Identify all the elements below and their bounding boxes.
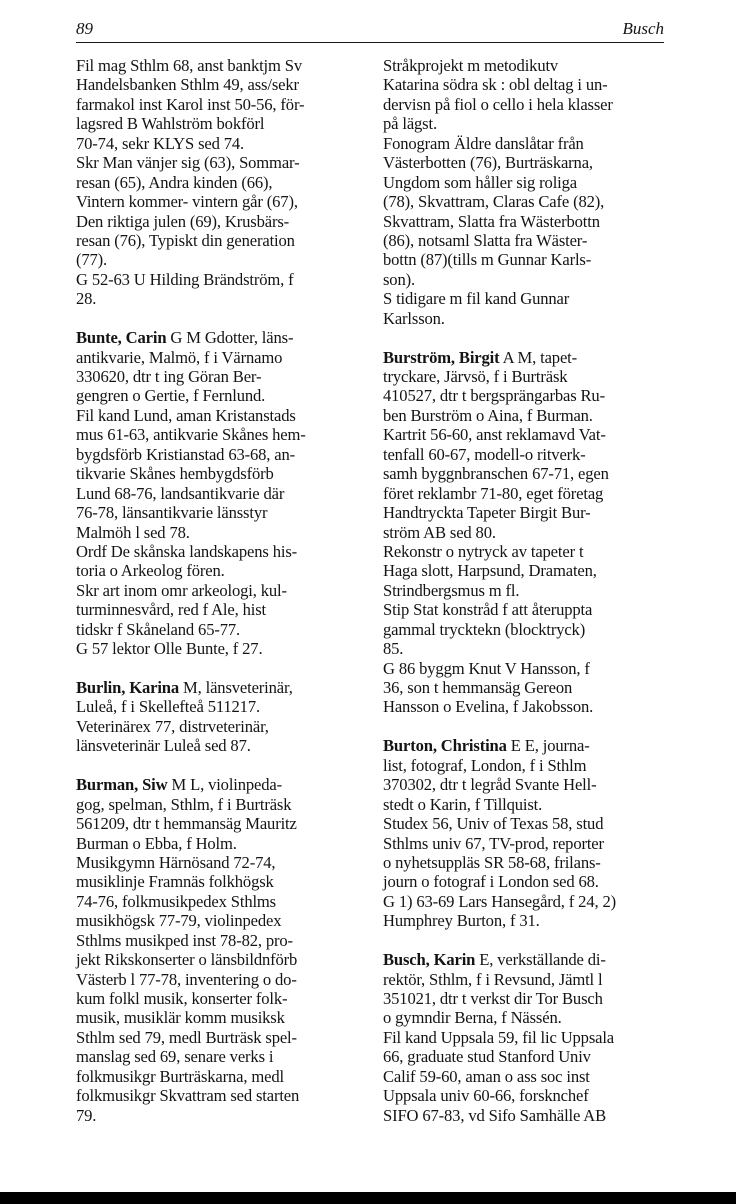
text-line: Burman o Ebba, f Holm.	[76, 833, 237, 853]
left-column	[76, 56, 366, 1125]
text-line: 79.	[76, 1105, 97, 1125]
entry-separator	[76, 309, 366, 328]
text-line: musiklinje Framnäs folkhögsk	[76, 872, 274, 892]
header-rule	[76, 42, 664, 43]
text-line: (86), notsaml Slatta fra Wäster-	[383, 230, 588, 250]
text-line: Vintern kommer- vintern går (67),	[76, 192, 298, 212]
text-line: Sthlms musikped inst 78-82, pro-	[76, 930, 293, 950]
text-line: farmakol inst Karol inst 50-56, för-	[76, 94, 305, 114]
entry-heading-line	[76, 775, 366, 794]
text-line: samh byggnbranschen 67-71, egen	[383, 464, 609, 484]
text-line: 70-74, sekr KLYS sed 74.	[76, 133, 245, 153]
text-line: Stip Stat konstråd f att återuppta	[383, 600, 593, 620]
text-line: 76-78, länsantikvarie länsstyr	[76, 503, 268, 523]
entry-separator	[383, 931, 673, 950]
running-head: Busch	[622, 19, 664, 38]
text-line: lagsred B Wahlström bokförl	[76, 114, 265, 134]
text-line: Skr art inom omr arkeologi, kul-	[76, 580, 287, 600]
text-line: tenfall 60-67, modell-o ritverk-	[383, 444, 586, 464]
text-line: föret reklambr 71-80, eget företag	[383, 483, 604, 503]
text-line: Katarina södra sk : obl deltag i un-	[383, 75, 608, 95]
text-line: Luleå, f i Skellefteå 511217.	[76, 697, 260, 717]
text-line: Fil mag Sthlm 68, anst banktjm Sv	[76, 56, 302, 75]
text-line: 28.	[76, 289, 97, 309]
entry-name: Bunte, Carin	[76, 328, 167, 348]
scan-bottom-edge	[0, 1192, 736, 1204]
text-line: Fil kand Uppsala 59, fil lic Uppsala	[383, 1027, 615, 1047]
entry-heading-text: G M Gdotter, läns-	[166, 328, 294, 348]
text-line: 561209, dtr t hemmansäg Mauritz	[76, 814, 297, 834]
text-line: antikvarie, Malmö, f i Värnamo	[76, 347, 283, 367]
text-line: Kartrit 56-60, anst reklamavd Vat-	[383, 425, 606, 445]
entry-separator	[76, 756, 366, 775]
text-line: o nyhetsuppläs SR 58-68, frilans-	[383, 852, 601, 872]
text-line: mus 61-63, antikvarie Skånes hem-	[76, 425, 306, 445]
entry-separator	[76, 659, 366, 678]
text-line: bygdsförb Kristianstad 63-68, an-	[76, 444, 296, 464]
text-line: Handtryckta Tapeter Birgit Bur-	[383, 503, 591, 523]
text-line: stedt o Karin, f Tillquist.	[383, 794, 543, 814]
text-line: Uppsala univ 60-66, forsknchef	[383, 1086, 589, 1106]
text-line: musikhögsk 77-79, violinpedex	[76, 911, 282, 931]
text-line: Rekonstr o nytryck av tapeter t	[383, 541, 584, 561]
text-line: toria o Arkeolog fören.	[76, 561, 225, 581]
text-line: gammal trycktekn (blocktryck)	[383, 619, 586, 639]
entry-name: Busch, Karin	[383, 950, 476, 970]
text-line: länsveterinär Luleå sed 87.	[76, 736, 251, 756]
text-line: Hansson o Evelina, f Jakobsson.	[383, 697, 594, 717]
text-line: journ o fotograf i London sed 68.	[383, 872, 599, 892]
entry-heading-line	[383, 736, 673, 755]
entry-heading-text: E, verkställande di-	[475, 950, 606, 970]
page-number: 89	[76, 19, 93, 38]
text-line: 36, son t hemmansäg Gereon	[383, 678, 573, 697]
entry-heading-line	[76, 678, 366, 697]
entry-heading-line	[76, 328, 366, 347]
text-line: Sthlms univ 67, TV-prod, reporter	[383, 833, 604, 853]
text-line: Ungdom som håller sig roliga	[383, 172, 577, 192]
text-line: Ordf De skånska landskapens his-	[76, 541, 298, 561]
text-line: list, fotograf, London, f i Sthlm	[383, 755, 587, 775]
text-line: 66, graduate stud Stanford Univ	[383, 1047, 591, 1067]
entry-name: Burton, Christina	[383, 736, 507, 756]
text-line: 85.	[383, 639, 404, 659]
text-line: tryckare, Järvsö, f i Burträsk	[383, 367, 568, 386]
text-line: Den riktiga julen (69), Krusbärs-	[76, 211, 290, 231]
text-line: tidskr f Skåneland 65-77.	[76, 619, 241, 639]
entry-separator	[383, 328, 673, 347]
right-column	[383, 56, 673, 1125]
text-line: G 1) 63-69 Lars Hansegård, f 24, 2)	[383, 891, 616, 911]
text-line: Fil kand Lund, aman Kristanstads	[76, 405, 296, 425]
text-line: gengren o Gertie, f Fernlund.	[76, 386, 266, 406]
text-line: på lägst.	[383, 114, 437, 134]
entry-heading-text: A M, tapet-	[499, 347, 577, 367]
text-line: 410527, dtr t bergsprängarbas Ru-	[383, 386, 605, 406]
text-line: manslag sed 69, senare verks i	[76, 1047, 274, 1067]
text-line: Calif 59-60, aman o ass soc inst	[383, 1066, 590, 1086]
text-line: Lund 68-76, landsantikvarie där	[76, 483, 285, 503]
text-line: folkmusikgr Burträskarna, medl	[76, 1066, 284, 1086]
text-line: Karlsson.	[383, 308, 445, 328]
text-line: Skvattram, Slatta fra Wästerbottn	[383, 211, 600, 231]
entry-heading-text: E E, journa-	[506, 736, 590, 756]
entry-heading-line	[383, 348, 673, 367]
text-line: Malmöh l sed 78.	[76, 522, 190, 542]
text-line: son).	[383, 269, 415, 289]
text-line: Haga slott, Harpsund, Dramaten,	[383, 561, 597, 581]
text-line: dervisn på fiol o cello i hela klasser	[383, 94, 613, 114]
text-line: Stråkprojekt m metodikutv	[383, 56, 559, 75]
text-line: S tidigare m fil kand Gunnar	[383, 289, 570, 309]
entry-name: Burström, Birgit	[383, 347, 500, 367]
text-line: (78), Skvattram, Claras Cafe (82),	[383, 192, 605, 212]
text-line: (77).	[76, 250, 108, 270]
text-line: Studex 56, Univ of Texas 58, stud	[383, 814, 604, 834]
text-line: gog, spelman, Sthlm, f i Burträsk	[76, 794, 292, 814]
text-line: kum folkl musik, konserter folk-	[76, 989, 288, 1008]
text-line: Fonogram Äldre danslåtar från	[383, 133, 584, 153]
text-line: Strindbergsmus m fl.	[383, 580, 520, 600]
text-line: bottn (87)(tills m Gunnar Karls-	[383, 250, 592, 270]
text-line: Västerb l 77-78, inventering o do-	[76, 969, 297, 989]
text-line: Veterinärex 77, distrveterinär,	[76, 716, 269, 736]
entry-name: Burman, Siw	[76, 775, 168, 795]
text-line: Västerbotten (76), Burträskarna,	[383, 153, 593, 173]
text-line: ström AB sed 80.	[383, 522, 496, 542]
text-line: Handelsbanken Sthlm 49, ass/sekr	[76, 75, 299, 95]
text-line: musik, musiklär komm musiksk	[76, 1008, 285, 1028]
text-line: Sthlm sed 79, medl Burträsk spel-	[76, 1027, 297, 1047]
entry-heading-text: M, länsveterinär,	[179, 678, 293, 697]
entry-heading-line	[383, 950, 673, 969]
text-line: o gymndir Berna, f Nässén.	[383, 1008, 562, 1028]
text-line: G 52-63 U Hilding Brändström, f	[76, 269, 294, 289]
text-line: Humphrey Burton, f 31.	[383, 911, 540, 931]
entry-heading-text: M L, violinpeda-	[167, 775, 282, 795]
text-line: jekt Rikskonserter o länsbildnförb	[76, 950, 298, 970]
text-line: tikvarie Skånes hembygdsförb	[76, 464, 274, 484]
text-line: SIFO 67-83, vd Sifo Samhälle AB	[383, 1105, 607, 1125]
text-line: folkmusikgr Skvattram sed starten	[76, 1086, 300, 1106]
text-line: 74-76, folkmusikpedex Sthlms	[76, 891, 276, 911]
text-line: turminnesvård, red f Ale, hist	[76, 600, 266, 620]
text-line: rektör, Sthlm, f i Revsund, Jämtl l	[383, 969, 603, 989]
text-line: 370302, dtr t legråd Svante Hell-	[383, 775, 597, 795]
page-header	[76, 18, 664, 44]
entry-separator	[383, 717, 673, 736]
text-line: 330620, dtr t ing Göran Ber-	[76, 367, 262, 386]
text-line: resan (65), Andra kinden (66),	[76, 172, 273, 192]
text-line: ben Burström o Aina, f Burman.	[383, 405, 593, 425]
text-line: G 57 lektor Olle Bunte, f 27.	[76, 639, 263, 659]
text-line: 351021, dtr t verkst dir Tor Busch	[383, 989, 603, 1008]
entry-name: Burlin, Karina	[76, 678, 180, 697]
text-line: resan (76), Typiskt din generation	[76, 230, 295, 250]
text-line: Skr Man vänjer sig (63), Sommar-	[76, 153, 300, 173]
text-line: Musikgymn Härnösand 72-74,	[76, 852, 276, 872]
text-line: G 86 byggm Knut V Hansson, f	[383, 658, 590, 678]
